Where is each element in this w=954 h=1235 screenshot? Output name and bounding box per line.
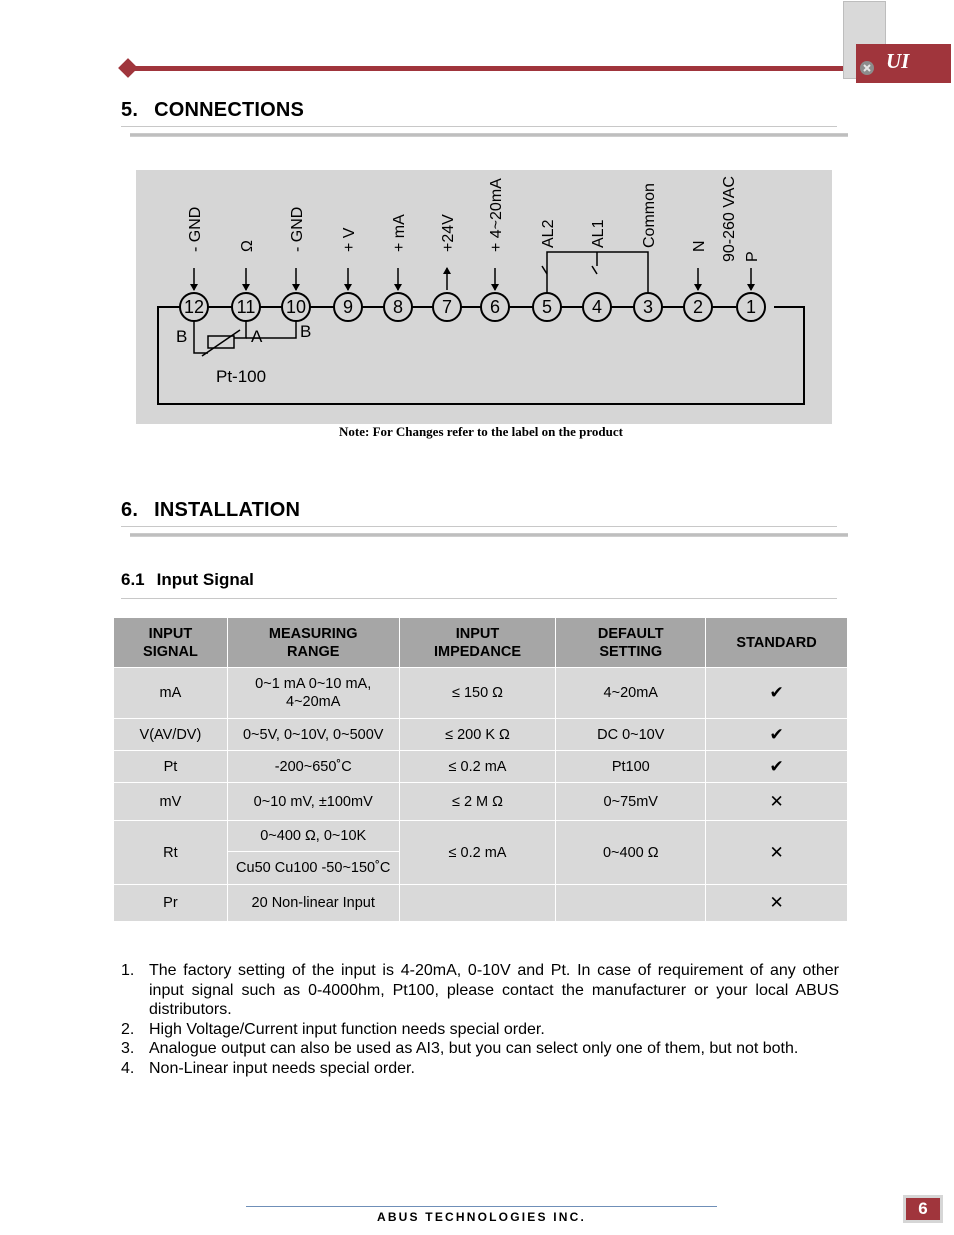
table-row — [114, 668, 848, 719]
cross-icon: ✕ — [706, 885, 848, 922]
arrow-head — [292, 284, 300, 291]
cell-signal: Pr — [114, 885, 228, 922]
terminal-label: + 4~20mA — [488, 178, 505, 252]
terminal-label: - GND — [289, 206, 306, 252]
terminal-number: 7 — [441, 297, 453, 317]
cell-impedance — [399, 885, 556, 922]
page-number: 6 — [918, 1199, 928, 1218]
header-badge-label: UI — [886, 49, 910, 73]
terminal-number: 5 — [541, 297, 553, 317]
table-row — [114, 885, 848, 922]
terminal-number: 11 — [236, 297, 256, 317]
list-item: 3. Analogue output can also be used as AI3, but you can select only one of them, but not both. — [121, 1040, 799, 1058]
cross-icon: ✕ — [706, 821, 848, 885]
header-input-impedance: INPUT IMPEDANCE — [399, 618, 556, 668]
list-item: 1. The factory setting of the input is 4-20mA, 0-10V and Pt. In case of requirement of any other input signal such as 0-4000hm, Pt100, please contact the manufacturer or your local ABUS distributors. — [121, 962, 839, 1019]
diagram-note: Note: For Changes refer to the label on the product — [339, 424, 623, 439]
sensor-label-b-right: B — [300, 322, 312, 341]
cell-range: 0~10 mV, ±100mV — [227, 783, 399, 821]
cell-signal: Pt — [114, 751, 228, 783]
subsection-title: Input Signal — [156, 570, 254, 589]
section-heading-installation — [121, 499, 300, 522]
terminal-number: 8 — [392, 297, 404, 317]
section-heading-connections — [121, 99, 304, 122]
arrow-head — [747, 284, 755, 291]
check-icon: ✔ — [706, 719, 848, 751]
arrow-head — [694, 284, 702, 291]
terminal-label: Ω — [239, 240, 256, 252]
arrow-head — [394, 284, 402, 291]
cell-range: 20 Non-linear Input — [227, 885, 399, 922]
terminal-number: 3 — [642, 297, 654, 317]
section-rule-thick — [130, 533, 848, 537]
list-item: 2. High Voltage/Current input function needs special order. — [121, 1020, 545, 1038]
arrow-head — [344, 284, 352, 291]
terminal-label: 90-260 VAC — [721, 176, 738, 262]
sensor-name: Pt-100 — [216, 367, 267, 386]
cell-default: 0~75mV — [556, 783, 706, 821]
cell-default — [556, 885, 706, 922]
terminal-number: 1 — [745, 297, 757, 317]
table-header-row — [114, 618, 848, 668]
subsection-rule — [121, 598, 837, 599]
cell-range: 0~5V, 0~10V, 0~500V — [227, 719, 399, 751]
terminal-number: 2 — [692, 297, 704, 317]
list-item: 4. Non-Linear input needs special order. — [121, 1059, 415, 1077]
terminal-label: AL1 — [590, 219, 607, 248]
cell-signal: mV — [114, 783, 228, 821]
section-number: 5. — [121, 99, 139, 121]
check-icon: ✔ — [706, 668, 848, 719]
terminal-label: Common — [641, 183, 658, 248]
wiring-diagram — [136, 170, 832, 424]
cross-icon: ✕ — [706, 783, 848, 821]
cell-impedance: ≤ 0.2 mA — [399, 821, 556, 885]
cell-impedance: ≤ 200 K Ω — [399, 719, 556, 751]
subsection-number: 6.1 — [121, 570, 145, 589]
cell-range: 0~400 Ω, 0~10K — [227, 821, 399, 852]
cell-default: 0~400 Ω — [556, 821, 706, 885]
terminal-number: 4 — [591, 297, 603, 317]
terminal-label: P — [744, 251, 761, 262]
cell-impedance: ≤ 2 M Ω — [399, 783, 556, 821]
cell-impedance: ≤ 0.2 mA — [399, 751, 556, 783]
table-row — [114, 719, 848, 751]
arrow-head — [190, 284, 198, 291]
cell-default: DC 0~10V — [556, 719, 706, 751]
terminal-number: 6 — [489, 297, 501, 317]
arrow-head — [242, 284, 250, 291]
check-icon: ✔ — [706, 751, 848, 783]
cell-signal: Rt — [114, 821, 228, 885]
arrow-head — [491, 284, 499, 291]
cell-default: Pt100 — [556, 751, 706, 783]
table-row — [114, 783, 848, 821]
table-row — [114, 821, 848, 852]
terminal-number: 10 — [285, 297, 307, 317]
section-rule — [121, 526, 837, 527]
footer-rule — [246, 1206, 717, 1207]
section-title: INSTALLATION — [154, 499, 301, 521]
cell-signal: mA — [114, 668, 228, 719]
header-rule — [128, 66, 844, 71]
subsection-heading-input-signal — [121, 570, 254, 590]
cell-range: Cu50 Cu100 -50~150˚C — [227, 852, 399, 885]
table-row — [114, 751, 848, 783]
cell-range: 0~1 mA 0~10 mA, 4~20mA — [227, 668, 399, 719]
notes-list — [121, 961, 839, 1079]
input-signal-table — [113, 617, 848, 922]
sensor-label-a: A — [251, 327, 263, 346]
header-measuring-range: MEASURING RANGE — [227, 618, 399, 668]
section-title: CONNECTIONS — [154, 99, 305, 121]
header-diamond — [118, 58, 138, 78]
cell-signal: V(AV/DV) — [114, 719, 228, 751]
footer-company: ABUS TECHNOLOGIES INC. — [376, 1210, 587, 1224]
cell-impedance: ≤ 150 Ω — [399, 668, 556, 719]
terminal-label: + V — [341, 227, 358, 252]
terminal-number: 12 — [183, 297, 205, 317]
terminal-label: AL2 — [540, 219, 557, 248]
header-input-signal: INPUT SIGNAL — [114, 618, 228, 668]
cell-range: -200~650˚C — [227, 751, 399, 783]
terminal-label: +24V — [440, 214, 457, 252]
terminal-label: + mA — [391, 214, 408, 252]
terminal-label: N — [691, 240, 708, 252]
header-standard: STANDARD — [706, 618, 848, 668]
gear-icon — [860, 61, 874, 75]
terminal-label: - GND — [187, 206, 204, 252]
cell-default: 4~20mA — [556, 668, 706, 719]
sensor-label-b-left: B — [176, 327, 188, 346]
header-default-setting: DEFAULT SETTING — [556, 618, 706, 668]
arrow-head — [443, 267, 451, 274]
section-number: 6. — [121, 499, 139, 521]
section-rule — [121, 126, 837, 127]
terminal-number: 9 — [342, 297, 354, 317]
section-rule-thick — [130, 133, 848, 137]
